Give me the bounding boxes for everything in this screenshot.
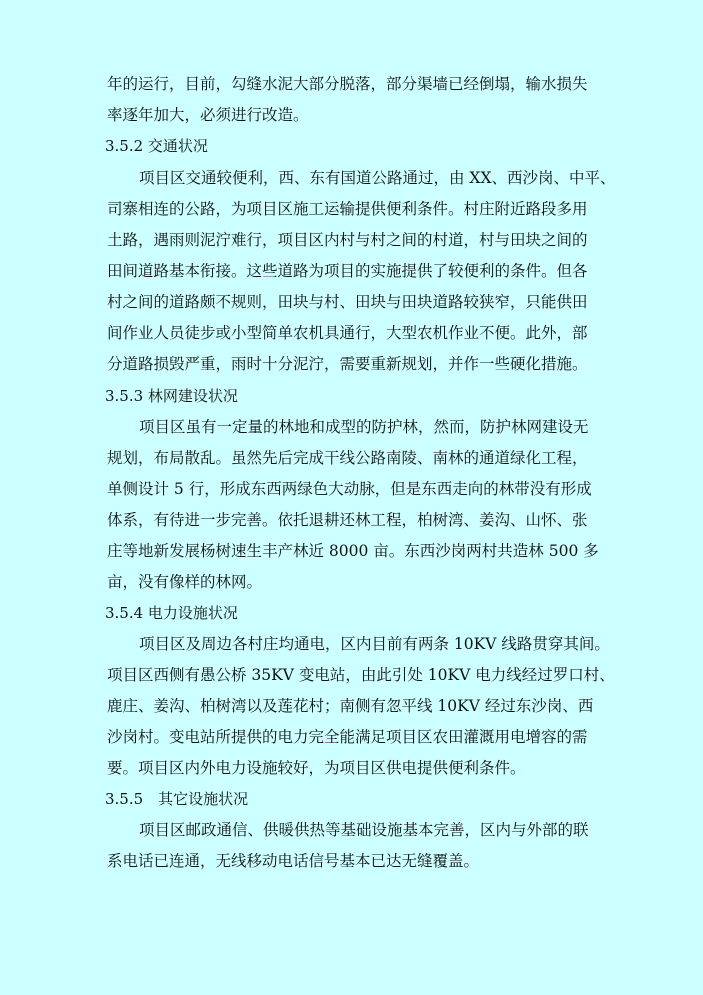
paragraph-line: 项目区虽有一定量的林地和成型的防护林，然而，防护林网建设无 [139, 418, 589, 436]
paragraph-line: 系电话已连通，无线移动电话信号基本已达无缝覆盖。 [107, 852, 480, 870]
paragraph-line: 鹿庄、姜沟、柏树湾以及莲花村；南侧有忽平线 10KV 经过东沙岗、西 [107, 697, 594, 715]
paragraph-line: 分道路损毁严重，雨时十分泥泞，需要重新规划，并作一些硬化措施。 [107, 355, 588, 373]
paragraph-line: 沙岗村。变电站所提供的电力完全能满足项目区农田灌溉用电增容的需 [107, 728, 588, 746]
section-heading-3-5-3: 3.5.3 林网建设状况 [105, 387, 238, 405]
paragraph-line: 体系，有待进一步完善。依托退耕还林工程，柏树湾、姜沟、山怀、张 [107, 511, 588, 529]
paragraph-line: 庄等地新发展杨树速生丰产林近 8000 亩。东西沙岗两村共造林 500 多 [107, 542, 599, 560]
paragraph-line: 单侧设计 5 行，形成东西两绿色大动脉，但是东西走向的林带没有形成 [107, 480, 592, 498]
paragraph-line: 村之间的道路颇不规则，田块与村、田块与田块道路较狭窄，只能供田 [107, 293, 588, 311]
section-heading-3-5-2: 3.5.2 交通状况 [105, 137, 208, 155]
section-heading-3-5-4: 3.5.4 电力设施状况 [105, 604, 238, 622]
paragraph-line: 亩，没有像样的林网。 [107, 573, 263, 591]
paragraph-line: 项目区及周边各村庄均通电，区内目前有两条 10KV 线路贯穿其间。 [139, 635, 610, 653]
paragraph-line: 项目区西侧有愚公桥 35KV 变电站，由此引处 10KV 电力线经过罗口村、 [107, 666, 615, 684]
paragraph-line: 田间道路基本衔接。这些道路为项目的实施提供了较便利的条件。但各 [107, 262, 588, 280]
paragraph-line: 规划，布局散乱。虽然先后完成干线公路南陵、南林的通道绿化工程， [107, 449, 588, 467]
paragraph-line: 项目区邮政通信、供暖供热等基础设施基本完善，区内与外部的联 [139, 821, 589, 839]
paragraph-line: 要。项目区内外电力设施较好，为项目区供电提供便利条件。 [107, 759, 526, 777]
paragraph-line: 年的运行，目前，勾缝水泥大部分脱落，部分渠墙已经倒塌，输水损失 [107, 75, 588, 93]
section-heading-3-5-5: 3.5.5 其它设施状况 [105, 790, 249, 808]
paragraph-line: 土路，遇雨则泥泞难行，项目区内村与村之间的村道，村与田块之间的 [107, 231, 588, 249]
paragraph-line: 间作业人员徒步或小型简单农机具通行，大型农机作业不便。此外，部 [107, 324, 588, 342]
paragraph-line: 司寨相连的公路，为项目区施工运输提供便利条件。村庄附近路段多用 [107, 200, 588, 218]
paragraph-line: 率逐年加大，必须进行改造。 [107, 106, 309, 124]
paragraph-line: 项目区交通较便利，西、东有国道公路通过，由 XX、西沙岗、中平、 [139, 169, 616, 187]
